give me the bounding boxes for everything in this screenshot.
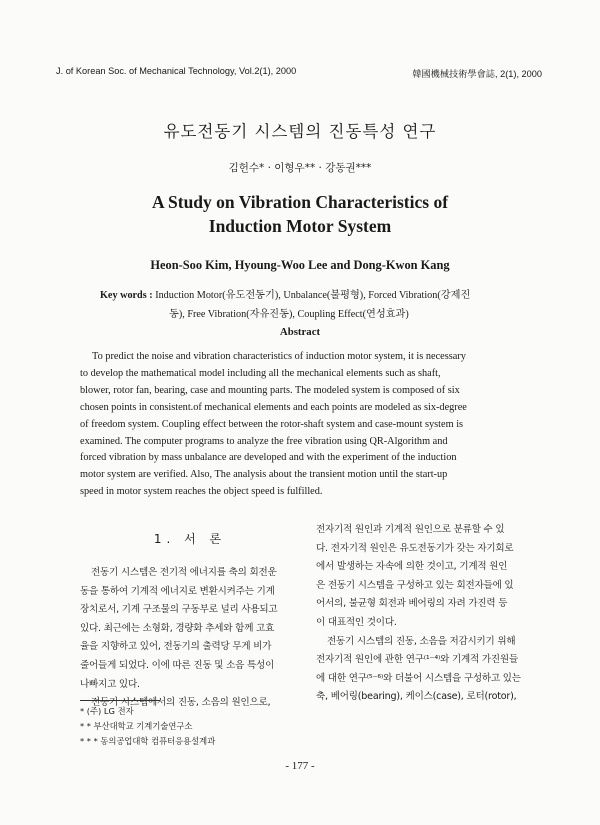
authors-korean: 김헌수* · 이형우** · 강동권*** — [228, 162, 372, 174]
abstract-line: forced vibration by mass unbalance are developed and with the experiment of the induction — [80, 452, 457, 464]
abstract-line: of freedom system. Coupling effect between the rotor-shaft system and case-mount system is — [80, 418, 464, 430]
abstract-line: speed in motor system reaches the object speed is fulfilled. — [80, 486, 323, 498]
paper-title-korean: 유도전동기 시스템의 진동특성 연구 — [163, 122, 437, 141]
body-line: 다. 전자기적 원인은 유도전동기가 갖는 자기회로 — [316, 542, 514, 554]
body-line: 축, 베어링(bearing), 케이스(case), 로터(rotor), — [316, 691, 517, 703]
footnote-affiliation: * (주) LG 전자 — [80, 706, 134, 716]
keywords-label: Key words : — [100, 290, 153, 301]
abstract-body — [80, 349, 528, 501]
page-number: - 177 - — [285, 760, 315, 772]
body-line: 전동기 시스템은 전기적 에너지를 축의 회전운 — [91, 567, 277, 578]
body-line: 전자기적 원인에 관한 연구⁽¹⁻⁴⁾와 기계적 가진원들 — [316, 654, 518, 666]
abstract-line: To predict the noise and vibration characteristics of induction motor system, it is necessary — [92, 351, 466, 362]
body-line: 전동기 시스템에서의 진동, 소음의 원인으로, — [91, 697, 271, 709]
section-heading-introduction: 1. 서 론 — [153, 532, 227, 546]
body-line: 나빠지고 있다. — [80, 678, 140, 690]
footnote-affiliation: * * 부산대학교 기계기술연구소 — [80, 721, 193, 731]
keywords-block — [100, 287, 500, 324]
abstract-line: chosen points in consistent.of mechanical elements and each points are modeled as six-degree — [80, 401, 467, 413]
abstract-line: blower, rotor fan, bearing, case and mounting parts. The modeled system is composed of six — [80, 384, 460, 396]
abstract-heading: Abstract — [279, 326, 321, 338]
title-line-1: A Study on Vibration Characteristics of — [151, 192, 449, 212]
body-line: 있다. 최근에는 소형화, 경량화 추세와 함께 고효 — [80, 622, 275, 634]
body-line: 이 대표적인 것이다. — [316, 616, 397, 628]
title-line-2: Induction Motor System — [208, 216, 392, 236]
paper-title-english — [0, 190, 600, 238]
abstract-line: motor system are verified. Also, The analysis about the transient motion until the start-up — [80, 469, 448, 481]
body-column-left — [80, 564, 298, 713]
authors-english: Heon-Soo Kim, Hyoung-Woo Lee and Dong-Kwon Kang — [150, 258, 450, 272]
abstract-line: to develop the mathematical model including all the mechanical elements such as shaft, — [80, 367, 441, 379]
body-column-right — [316, 521, 534, 707]
keywords-line-1: Induction Motor(유도전동기), Unbalance(불평형), Forced Vibration(강제진 — [155, 290, 471, 301]
journal-header-english: J. of Korean Soc. of Mechanical Technology, Vol.2(1), 2000 — [56, 66, 297, 76]
body-line: 줄어들게 되었다. 이에 따른 진동 및 소음 특성이 — [80, 659, 275, 671]
body-line: 장치로서, 기계 구조물의 구동부로 널리 사용되고 — [80, 604, 278, 616]
body-line: 에서 발생하는 자속에 의한 것이고, 기계적 원인 — [316, 561, 508, 573]
footnotes — [80, 704, 215, 749]
footnote-affiliation: * * * 동의공업대학 컴퓨터응용설계과 — [80, 736, 216, 746]
abstract-line: examined. The computer programs to analyze the free vibration using QR-Algorithm and — [80, 435, 448, 447]
body-line: 어서의, 불균형 회전과 베어링의 자려 가진력 등 — [316, 598, 508, 610]
body-line: 에 대한 연구⁽⁵⁻⁶⁾와 더불어 시스템을 구성하고 있는 — [316, 672, 521, 684]
body-line: 동을 통하여 기계적 에너지로 변환시켜주는 기계 — [80, 585, 275, 597]
body-line: 전동기 시스템의 진동, 소음을 저감시키기 위해 — [327, 635, 516, 647]
keywords-line-2: 동), Free Vibration(자유진동), Coupling Effect(연성효과) — [169, 308, 409, 320]
body-line: 율을 지향하고 있어, 전동기의 출력당 무게 비가 — [80, 641, 272, 653]
journal-header-korean: 韓國機械技術學會誌, 2(1), 2000 — [412, 69, 542, 79]
body-line: 전자기적 원인과 기계적 원인으로 분류할 수 있 — [316, 524, 505, 535]
footnote-divider — [80, 700, 160, 701]
body-line: 은 전동기 시스템을 구성하고 있는 회전자들에 있 — [316, 579, 514, 591]
